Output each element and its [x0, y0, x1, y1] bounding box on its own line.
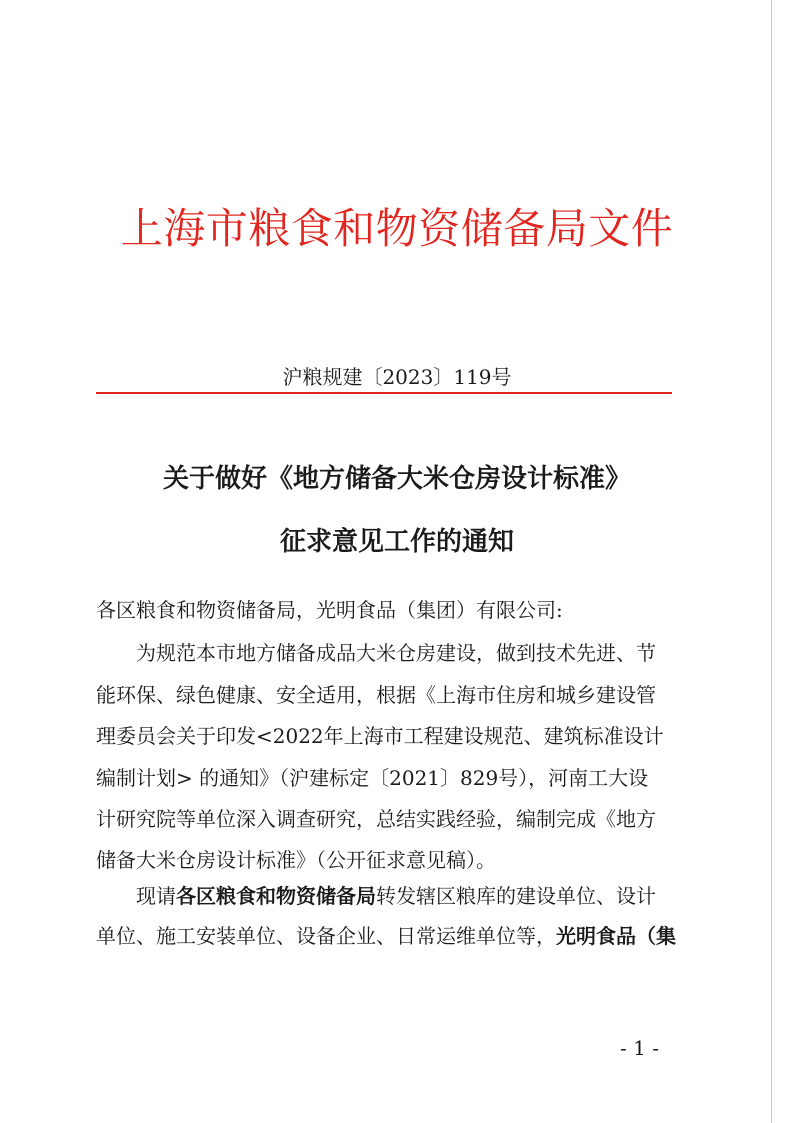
page-edge-line [771, 0, 772, 1123]
paragraph-1-line-4: 编制计划> 的通知》（沪建标定〔2021〕829号），河南工大设 [96, 766, 649, 790]
paragraph-1-line-1: 为规范本市地方储备成品大米仓房建设，做到技术先进、节 [136, 641, 656, 665]
salutation: 各区粮食和物资储备局，光明食品（集团）有限公司: [96, 598, 563, 622]
paragraph-2-line-1-post: 转发辖区粮库的建设单位、设计 [376, 884, 656, 908]
paragraph-2-line-2 [96, 923, 688, 949]
paragraph-2-line-1-bold: 各区粮食和物资储备局 [176, 884, 376, 908]
issuing-authority-title: 上海市粮食和物资储备局文件 [120, 204, 674, 253]
paragraph-1-line-3: 理委员会关于印发<2022年上海市工程建设规范、建筑标准设计 [96, 724, 664, 748]
paragraph-2-line-1-pre: 现请 [136, 884, 176, 908]
red-divider-line [96, 392, 672, 394]
notice-title-line-1: 关于做好《地方储备大米仓房设计标准》 [162, 464, 631, 494]
paragraph-1-line-6: 储备大米仓房设计标准》（公开征求意见稿）。 [96, 848, 496, 872]
paragraph-2-line-1 [136, 883, 728, 909]
page-number: - 1 - [620, 1036, 659, 1060]
paragraph-1-line-5: 计研究院等单位深入调查研究，总结实践经验，编制完成《地方 [96, 807, 656, 831]
notice-title-line-2: 征求意见工作的通知 [279, 527, 514, 557]
paragraph-2-line-2-bold: 光明食品（集 [556, 924, 676, 948]
paragraph-2-line-2-pre: 单位、施工安装单位、设备企业、日常运维单位等， [96, 924, 556, 948]
document-number: 沪粮规建〔2023〕119号 [282, 365, 512, 389]
paragraph-1-line-2: 能环保、绿色健康、安全适用，根据《上海市住房和城乡建设管 [96, 683, 656, 707]
